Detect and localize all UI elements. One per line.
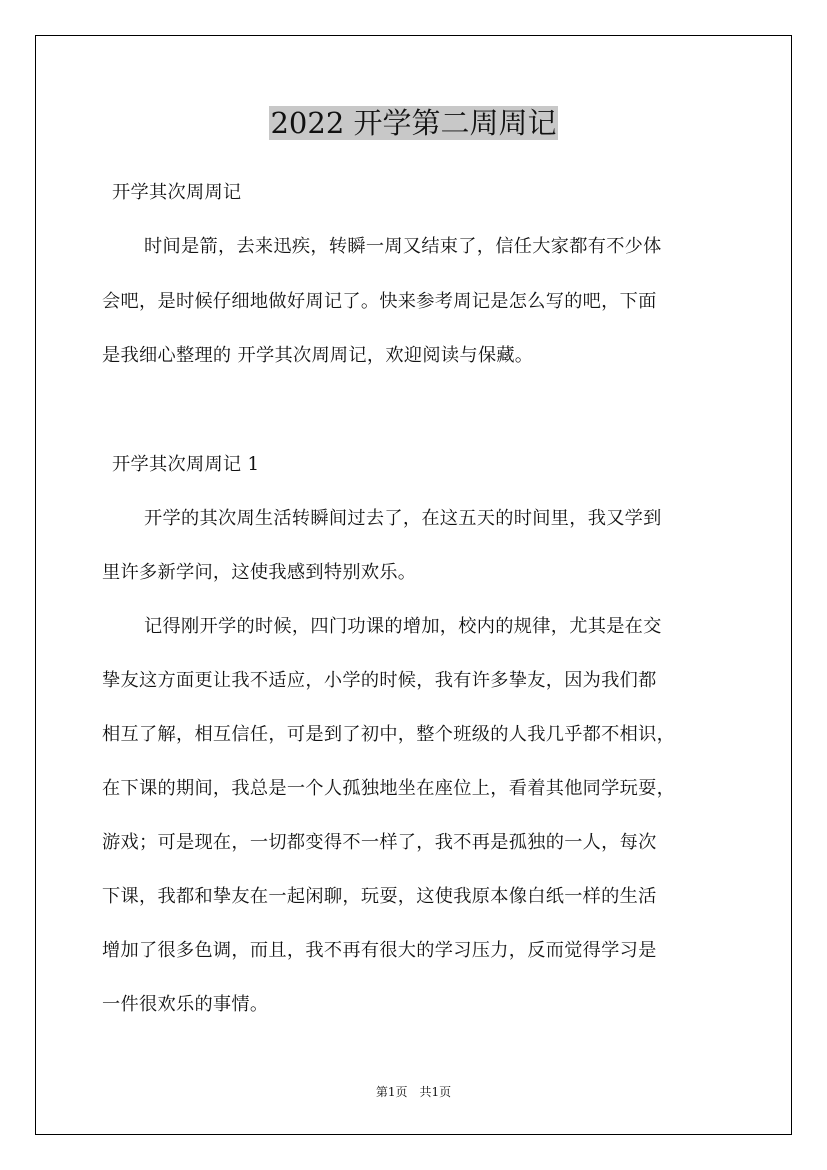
intro-line: 是我细心整理的 开学其次周周记，欢迎阅读与保藏。 — [102, 345, 534, 366]
paragraph2-line: 下课，我都和挚友在一起闲聊，玩耍，这使我原本像白纸一样的生活 — [102, 886, 657, 907]
paragraph2-line: 增加了很多色调，而且，我不再有很大的学习压力，反而觉得学习是 — [102, 940, 657, 961]
document-title-block — [0, 104, 827, 142]
page-footer: 第1页 共1页 — [375, 1085, 452, 1099]
subtitle: 开学其次周周记 — [112, 182, 242, 203]
paragraph2-line: 游戏；可是现在，一切都变得不一样了，我不再是孤独的一人，每次 — [102, 832, 657, 853]
document-title: 2022 开学第二周周记 — [270, 106, 557, 140]
intro-line: 会吧，是时候仔细地做好周记了。快来参考周记是怎么写的吧，下面 — [102, 291, 657, 312]
paragraph1-line: 开学的其次周生活转瞬间过去了，在这五天的时间里，我又学到 — [144, 508, 662, 529]
paragraph1-line: 里许多新学问，这使我感到特别欢乐。 — [102, 562, 417, 583]
paragraph2-line: 相互了解，相互信任，可是到了初中，整个班级的人我几乎都不相识， — [102, 724, 676, 745]
paragraph2-line: 记得刚开学的时候，四门功课的增加，校内的规律，尤其是在交 — [144, 616, 662, 637]
intro-line: 时间是箭，去来迅疾，转瞬一周又结束了，信任大家都有不少体 — [144, 236, 662, 257]
paragraph2-line: 在下课的期间，我总是一个人孤独地坐在座位上，看着其他同学玩耍， — [102, 778, 676, 799]
section-heading: 开学其次周周记 1 — [112, 454, 260, 475]
paragraph2-line: 挚友这方面更让我不适应，小学的时候，我有许多挚友，因为我们都 — [102, 670, 657, 691]
paragraph2-line: 一件很欢乐的事情。 — [102, 994, 269, 1015]
